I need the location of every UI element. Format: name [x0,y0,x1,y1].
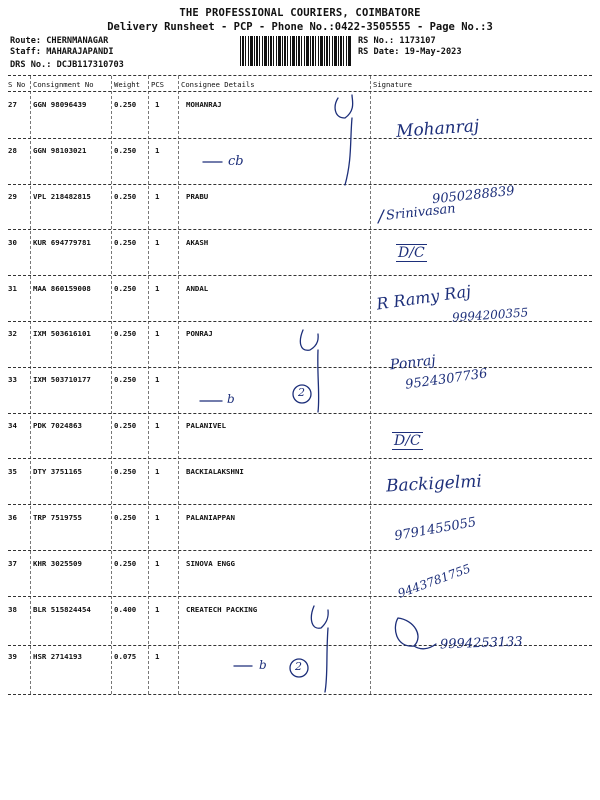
rs-no-value: 1173107 [399,36,436,46]
signature-32-phone: 9524307736 [404,366,489,393]
scribble-stroke-38 [395,618,436,649]
signature-34: D/C [394,433,421,449]
row-30-pcs: 1 [155,238,160,247]
row-31-consignment: MAA 860159008 [33,284,91,293]
row-36-weight: 0.250 [114,513,137,522]
signature-31-name: R Ramy Raj [375,281,473,314]
row-35-pcs: 1 [155,467,160,476]
row-34-consignee: PALANIVEL [186,421,227,430]
row-34-sno: 34 [8,421,17,430]
col-header-weight: Weight [114,80,140,89]
row-36-consignment: TRP 7519755 [33,513,82,522]
signature-32-name: Ponraj [389,352,437,374]
row-37-sno: 37 [8,559,17,568]
row-29-consignee: PRABU [186,192,209,201]
row-38-pcs: 1 [155,605,160,614]
row-30-weight: 0.250 [114,238,137,247]
row-27-pcs: 1 [155,100,160,109]
row-31-weight: 0.250 [114,284,137,293]
signature-31-phone: 9994200355 [451,305,529,325]
row-33-sno: 33 [8,375,17,384]
col-header-signature: Signature [373,80,412,89]
row-33-consignment: IXM 503710177 [33,375,91,384]
row-32-consignee: PONRAJ [186,329,213,338]
row-34-consignment: PDK 7024863 [33,421,82,430]
circled-number-39: 2 [295,660,302,673]
row-32-consignment: IXM 503616101 [33,329,91,338]
row-38-weight: 0.400 [114,605,137,614]
handwritten-note-33: b [227,392,235,406]
col-header-pcs: PCS [151,80,164,89]
row-37-consignment: KHR 3025509 [33,559,82,568]
handwritten-note-28: cb [228,154,244,169]
rs-date-label: RS Date: [358,47,400,57]
row-38-consignee: CREATECH PACKING [186,605,258,614]
circled-number-33: 2 [298,386,305,399]
row-28-weight: 0.250 [114,146,137,155]
row-28-consignment: GGN 98103021 [33,146,87,155]
row-28-sno: 28 [8,146,17,155]
bracket-stroke-38-39 [311,606,328,692]
row-30-consignment: KUR 694779781 [33,238,91,247]
rs-date-value: 19-May-2023 [404,47,462,57]
row-39-consignment: HSR 2714193 [33,652,82,661]
signature-27: Mohanraj [395,116,480,142]
row-39-sno: 39 [8,652,17,661]
row-36-pcs: 1 [155,513,160,522]
row-29-sno: 29 [8,192,17,201]
staff-label: Staff: [10,47,42,57]
company-title: THE PROFESSIONAL COURIERS, COIMBATORE [179,7,421,19]
row-29-weight: 0.250 [114,192,137,201]
signature-38-phone: 9994253133 [439,634,523,653]
row-38-sno: 38 [8,605,17,614]
row-28-pcs: 1 [155,146,160,155]
row-32-pcs: 1 [155,329,160,338]
row-30-sno: 30 [8,238,17,247]
row-27-consignment: GGN 98096439 [33,100,87,109]
row-30-consignee: AKASH [186,238,209,247]
signature-30: D/C [398,245,425,261]
row-32-weight: 0.250 [114,329,137,338]
row-35-sno: 35 [8,467,17,476]
row-27-sno: 27 [8,100,17,109]
row-39-pcs: 1 [155,652,160,661]
row-36-sno: 36 [8,513,17,522]
row-35-weight: 0.250 [114,467,137,476]
rs-no-label: RS No.: [358,36,395,46]
dash-stroke-29 [378,210,384,223]
bracket-stroke-27-28 [335,95,353,185]
row-29-pcs: 1 [155,192,160,201]
col-header-sno: S No [8,80,26,89]
signature-36: 9791455055 [393,514,478,545]
route-label: Route: [10,36,42,46]
row-34-pcs: 1 [155,421,160,430]
row-39-weight: 0.075 [114,652,137,661]
row-38-consignment: BLR 515824454 [33,605,91,614]
signature-29-name: Srinivasan [385,201,457,224]
row-27-weight: 0.250 [114,100,137,109]
row-37-consignee: SINOVA ENGG [186,559,235,568]
drs-label: DRS No.: [10,60,52,70]
row-35-consignment: DTY 3751165 [33,467,82,476]
signature-37: 9443781755 [395,561,473,601]
drs-value: DCJB117310703 [56,60,124,70]
signature-29-phone: 9050288839 [431,183,516,208]
row-33-weight: 0.250 [114,375,137,384]
route-value: CHERNMANAGAR [46,36,109,46]
row-32-sno: 32 [8,329,17,338]
row-27-consignee: MOHANRAJ [186,100,222,109]
row-31-consignee: ANDAL [186,284,209,293]
staff-value: MAHARAJAPANDI [46,47,114,57]
row-36-consignee: PALANIAPPAN [186,513,235,522]
row-31-sno: 31 [8,284,17,293]
col-header-consignment: Consignment No [33,80,94,89]
row-29-consignment: VPL 218482815 [33,192,91,201]
row-37-weight: 0.250 [114,559,137,568]
row-33-pcs: 1 [155,375,160,384]
row-37-pcs: 1 [155,559,160,568]
row-34-weight: 0.250 [114,421,137,430]
row-35-consignee: BACKIALAKSHNI [186,467,244,476]
col-header-consignee: Consignee Details [181,80,255,89]
row-31-pcs: 1 [155,284,160,293]
signature-35: Backigelmi [385,471,483,497]
runsheet-subtitle: Delivery Runsheet - PCP - Phone No.:0422-3505555 - Page No.:3 [107,21,493,33]
handwritten-note-39: b [259,658,267,672]
